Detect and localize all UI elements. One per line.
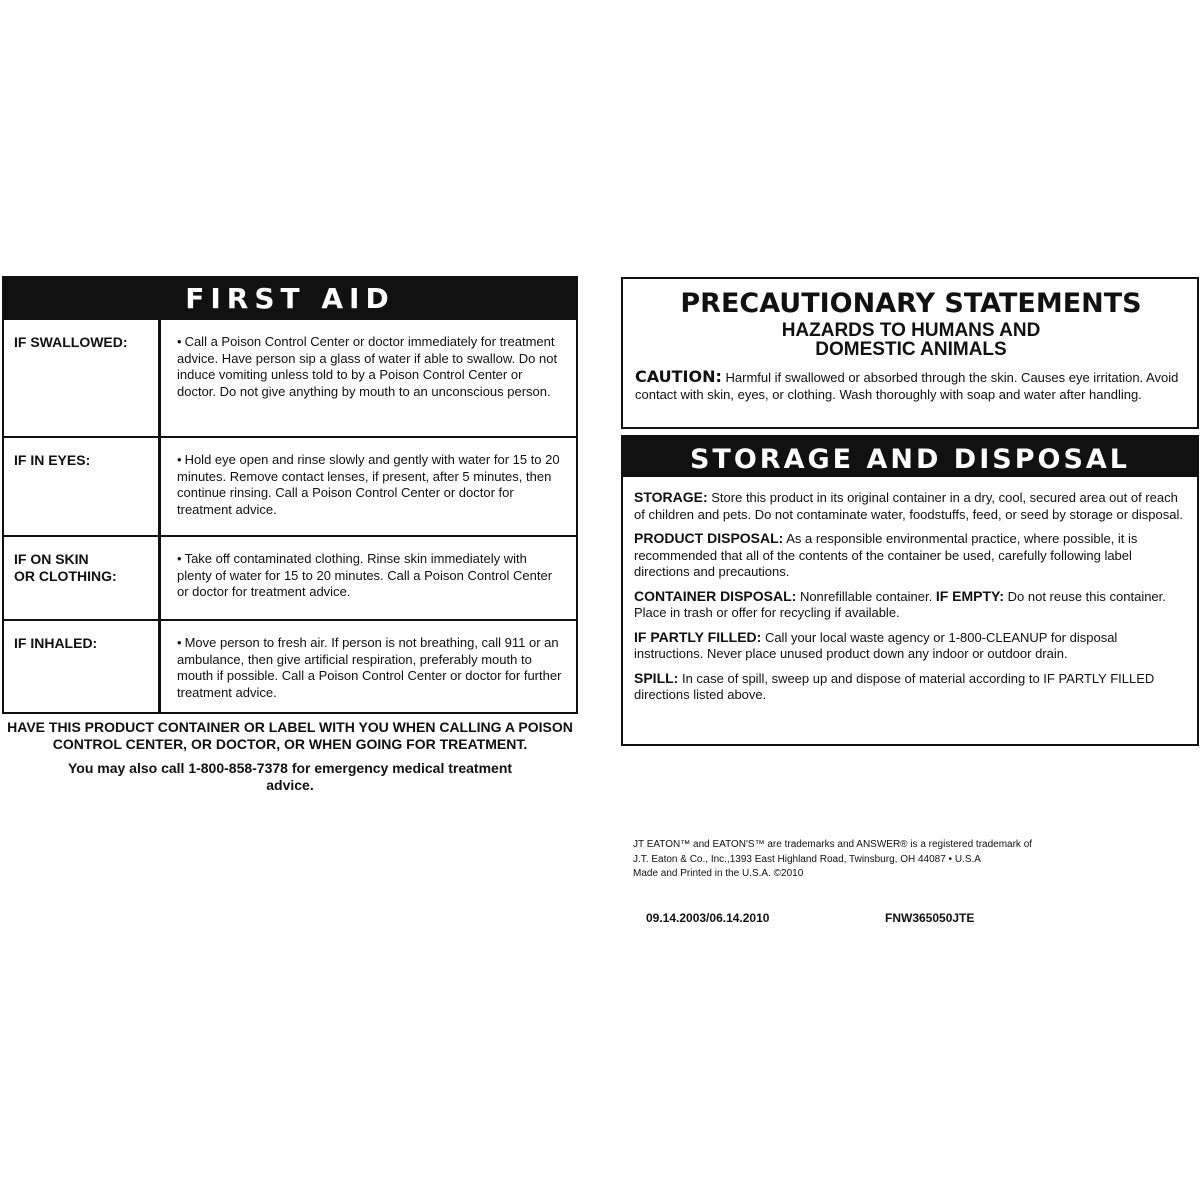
precautionary-subtitle: HAZARDS TO HUMANS AND DOMESTIC ANIMALS: [781, 320, 1041, 360]
if-empty-text: Do not reuse this container. Place in trash or offer for recycling if available.: [634, 588, 1166, 620]
first-aid-text: • Hold eye open and rinse slowly and gently with water for 15 to 20 minutes. Remove contact lenses, if present, after 5 minutes, then continue rinsing. Call a Poison Control Center or doctor for treatment advice.: [161, 438, 576, 537]
storage-text: Store this product in its original container in a dry, cool, secured area out of reach of children and pets. Do not contaminate water, foodstuffs, feed, or seed by storage or disposal.: [634, 490, 1183, 522]
spill-paragraph: [634, 670, 1187, 704]
first-aid-title: FIRST AID: [4, 278, 576, 318]
product-code: FNW365050JTE: [885, 911, 975, 925]
first-aid-footer-note: You may also call 1-800-858-7378 for emergency medical treatment advice.: [67, 760, 513, 793]
first-aid-row-eyes: [4, 436, 576, 537]
precautionary-title: PRECAUTIONARY STATEMENTS: [680, 288, 1142, 319]
first-aid-label: IF IN EYES:: [4, 438, 161, 537]
first-aid-row-inhaled: [4, 619, 576, 714]
first-aid-text: • Move person to fresh air. If person is not breathing, call 911 or an ambulance, then give artificial respiration, preferably mouth to mouth if possible. Call a Poison Control Center or doctor for further treatment advice.: [161, 621, 576, 714]
if-empty-label: IF EMPTY:: [935, 587, 1004, 604]
caution-text: Harmful if swallowed or absorbed through the skin. Causes eye irritation. Avoid contact with skin, eyes, or clothing. Wash thoroughly with soap and water after handling.: [635, 370, 1179, 402]
container-disposal-label: CONTAINER DISPOSAL:: [634, 587, 797, 604]
date-code: 09.14.2003/06.14.2010: [646, 911, 770, 925]
spill-text: In case of spill, sweep up and dispose of material according to IF PARTLY FILLED directions listed above.: [634, 670, 1155, 702]
caution-label: CAUTION:: [635, 367, 722, 386]
first-aid-label: IF SWALLOWED:: [4, 320, 161, 438]
storage-disposal-panel: [621, 435, 1199, 746]
first-aid-label: IF INHALED:: [4, 621, 161, 714]
first-aid-footer: [2, 719, 578, 793]
storage-disposal-title: STORAGE AND DISPOSAL: [623, 437, 1197, 477]
precautionary-panel: [621, 277, 1199, 429]
product-disposal-paragraph: [634, 530, 1187, 581]
storage-label: STORAGE:: [634, 489, 708, 505]
storage-paragraph: [634, 489, 1187, 523]
container-disposal-text: Nonrefillable container.: [799, 588, 933, 604]
partly-filled-paragraph: [634, 629, 1187, 663]
spill-label: SPILL:: [634, 669, 679, 686]
first-aid-footer-main: HAVE THIS PRODUCT CONTAINER OR LABEL WITH YOU WHEN CALLING A POISON CONTROL CENTER, OR DOCTOR, OR WHEN GOING FOR TREATMENT.: [7, 719, 573, 752]
partly-filled-text: Call your local waste agency or 1-800-CLEANUP for disposal instructions. Never place unused product down any indoor or outdoor drain.: [634, 629, 1118, 661]
first-aid-panel: [2, 276, 578, 714]
first-aid-label: IF ON SKIN OR CLOTHING:: [4, 537, 161, 621]
first-aid-text: • Take off contaminated clothing. Rinse skin immediately with plenty of water for 15 to 20 minutes. Call a Poison Control Center or doctor for treatment advice.: [161, 537, 576, 621]
first-aid-text: • Call a Poison Control Center or doctor immediately for treatment advice. Have person sip a glass of water if able to swallow. Do not induce vomiting unless told to by a Poison Control Center or doctor. Do not give anything by mouth to an unconscious person.: [161, 320, 576, 438]
partly-filled-label: IF PARTLY FILLED:: [634, 628, 762, 645]
product-disposal-text: As a responsible environmental practice, where possible, it is recommended that all of the contents of the container be used, carefully following label directions and precautions.: [634, 531, 1138, 579]
caution-statement: [635, 369, 1187, 403]
first-aid-row-swallowed: [4, 318, 576, 438]
first-aid-row-skin: [4, 535, 576, 621]
container-disposal-paragraph: [634, 588, 1187, 622]
product-disposal-label: PRODUCT DISPOSAL:: [634, 530, 784, 546]
trademark-notice: JT EATON™ and EATON'S™ are trademarks and ANSWER® is a registered trademark of J.T. Eaton & Co., Inc.,1393 East Highland Road, Twinsburg, OH 44087 • U.S.A Made and Printed in the U.S.A. ©2010: [633, 839, 1033, 879]
